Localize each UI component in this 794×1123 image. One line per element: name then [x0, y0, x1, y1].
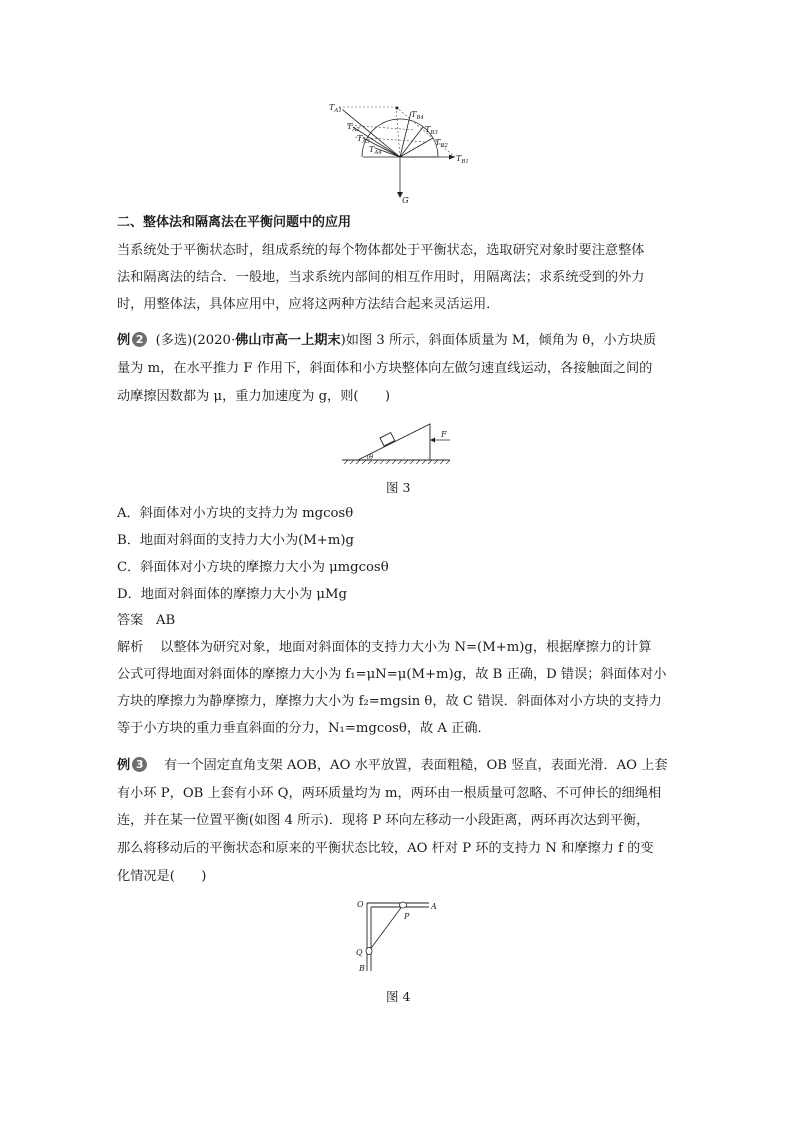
- option-b: B．地面对斜面的支持力大小为(M+m)g: [117, 533, 354, 548]
- example-3-line-3: 连，并在某一位置平衡(如图 4 所示)．现将 P 环向左移动一小段距离，两环再次达到平衡，: [117, 813, 650, 828]
- figure-3-caption: 图 3: [386, 480, 411, 495]
- label-tb3: $T_{B3}$: [425, 125, 438, 136]
- example-2-line-1: 例 2 (多选)(2020·佛山市高一上期末)如图 3 所示，斜面体质量为 M，倾角为 θ，小方块质: [117, 333, 657, 348]
- label-ta4: $T_{A4}$: [369, 145, 382, 156]
- example-2-source: 佛山市高一上期末: [235, 333, 341, 348]
- section-heading: 二、整体法和隔离法在平衡问题中的应用: [117, 215, 352, 230]
- option-c: C．斜面体对小方块的摩擦力大小为 μmgcosθ: [117, 560, 389, 575]
- option-d: D．地面对斜面体的摩擦力大小为 μMg: [117, 587, 347, 602]
- label-a: A: [431, 902, 437, 911]
- analysis-line-4: 等于小方块的重力垂直斜面的分力，N₁=mgcosθ，故 A 正确．: [117, 721, 491, 736]
- force-diagram-figure: [325, 100, 475, 210]
- section-paragraph-line-2: 法和隔离法的结合．一般地，当求系统内部间的相互作用时，用隔离法；求系统受到的外力: [117, 270, 645, 285]
- answer-line: [117, 612, 175, 630]
- example-2-line-2: 量为 m，在水平推力 F 作用下，斜面体和小方块整体向左做匀速直线运动，各接触面之间的: [117, 361, 653, 376]
- example-3-line-4: 那么将移动后的平衡状态和原来的平衡状态比较，AO 杆对 P 环的支持力 N 和摩擦力 f 的变: [117, 841, 654, 856]
- example-2-label: 例: [117, 333, 131, 348]
- right-angle-frame-figure: [353, 897, 443, 977]
- example-2-number-badge: 2: [132, 332, 147, 347]
- answer-value: AB: [155, 613, 176, 628]
- analysis-line-2: 公式可得地面对斜面体的摩擦力大小为 f₁=μN=μ(M+m)g，故 B 正确，D 错误；斜面体对小: [117, 667, 667, 682]
- label-o: O: [357, 900, 364, 909]
- label-b: B: [359, 964, 365, 973]
- label-tb2: $T_{B2}$: [435, 138, 448, 149]
- example-3-line-5: 化情况是( ): [117, 869, 207, 884]
- label-theta: θ: [369, 453, 374, 461]
- option-a: A．斜面体对小方块的支持力为 mgcosθ: [117, 506, 354, 521]
- example-2-line-3: 动摩擦因数都为 μ，重力加速度为 g，则( ): [117, 389, 391, 404]
- example-3-line-2: 有小环 P，OB 上套有小环 Q，两环质量均为 m，两环由一根质量可忽略、不可伸长的细绳相: [117, 786, 662, 801]
- analysis-label: 解析: [117, 640, 144, 655]
- label-tb4: $T_{B4}$: [411, 110, 424, 121]
- label-f: F: [441, 430, 447, 439]
- example-3-label: 例: [117, 758, 131, 773]
- label-tb1: $T_{B1}$: [456, 154, 469, 165]
- section-paragraph-line-1: 当系统处于平衡状态时，组成系统的每个物体都处于平衡状态，选取研究对象时要注意整体: [117, 243, 645, 258]
- label-ta3: $T_{A3}$: [357, 134, 370, 145]
- section-paragraph-line-3: 时，用整体法，具体应用中，应将这两种方法结合起来灵活运用．: [117, 297, 500, 312]
- analysis-line-3: 方块的摩擦力为静摩擦力，摩擦力大小为 f₂=mgsin θ，故 C 错误．斜面体对小方块的支持力: [117, 694, 662, 709]
- figure-4-caption: 图 4: [386, 989, 411, 1004]
- label-ta2: $T_{A2}$: [347, 122, 360, 133]
- answer-label: 答案: [117, 613, 144, 628]
- example-3-number-badge: 3: [132, 757, 147, 772]
- label-g: G: [402, 196, 409, 206]
- label-ta1: $T_{A1}$: [329, 103, 342, 114]
- label-p: P: [404, 912, 410, 921]
- analysis-line-1: 解析 以整体为研究对象，地面对斜面体的支持力大小为 N=(M+m)g，根据摩擦力的计算: [117, 640, 652, 655]
- incline-figure: [338, 418, 458, 468]
- example-3-line-1: 例 3 有一个固定直角支架 AOB，AO 水平放置，表面粗糙，OB 竖直，表面光滑．AO 上套: [117, 758, 668, 773]
- label-q: Q: [356, 948, 363, 957]
